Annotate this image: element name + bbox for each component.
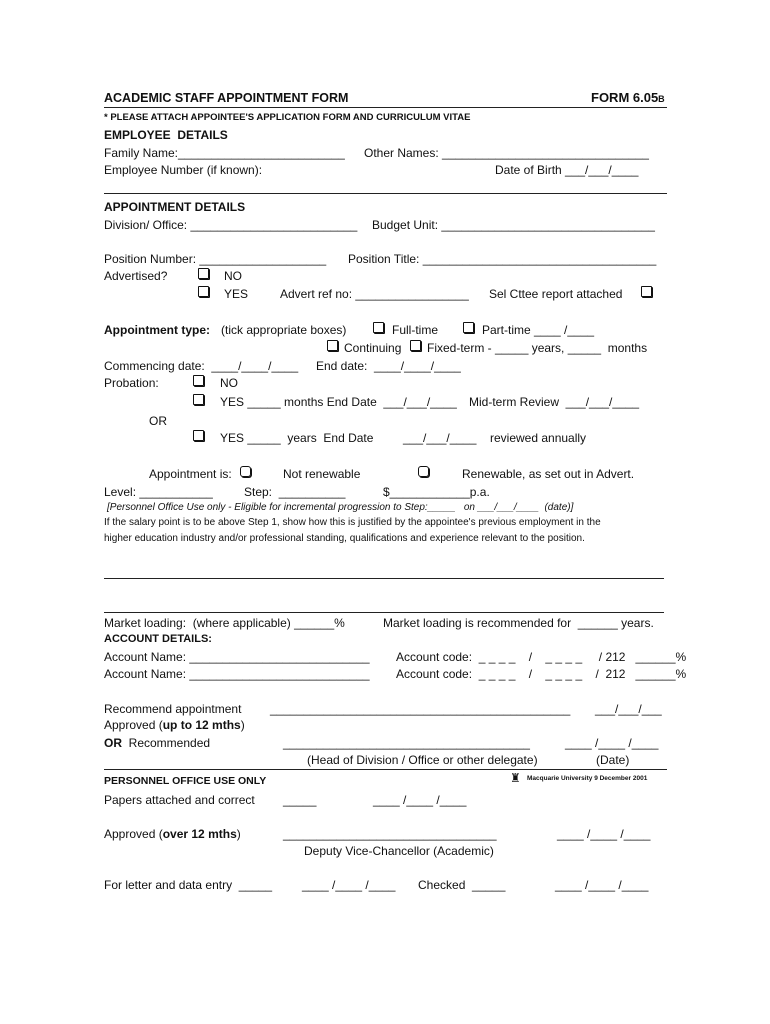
account-name-2-field[interactable]: Account Name: ___________________________ xyxy=(104,667,370,681)
justification-text-2: higher education industry and/or professional standing, qualifications and experience relevant to the position. xyxy=(104,533,585,544)
midterm-review-field[interactable]: Mid-term Review ___/___/____ xyxy=(469,395,640,409)
commencing-date-field[interactable]: Commencing date: ____/____/____ xyxy=(104,359,299,373)
not-renewable-checkbox[interactable] xyxy=(240,466,251,477)
recommend-date-field[interactable]: ___/___/___ xyxy=(595,702,662,716)
appointment-heading: APPOINTMENT DETAILS xyxy=(104,200,246,214)
head-date-field[interactable]: ____ /____ /____ xyxy=(565,736,659,750)
personnel-use-note: [Personnel Office Use only - Eligible for incremental progression to Step:_____ on ___/___/____ (date)] xyxy=(107,502,574,513)
family-name-field[interactable]: Family Name:_________________________ xyxy=(104,146,345,160)
sel-cttee-label: Sel Cttee report attached xyxy=(489,287,623,301)
probation-label: Probation: xyxy=(104,376,159,390)
advertised-no-checkbox[interactable] xyxy=(198,268,209,279)
or-label: OR xyxy=(149,414,167,428)
renewable-label: Renewable, as set out in Advert. xyxy=(462,467,635,481)
personnel-heading: PERSONNEL OFFICE USE ONLY xyxy=(104,775,267,787)
fixedterm-field[interactable]: Fixed-term - _____ years, _____ months xyxy=(427,341,648,355)
position-number-field[interactable]: Position Number: ___________________ xyxy=(104,252,327,266)
employee-number-field[interactable]: Employee Number (if known): xyxy=(104,163,263,177)
letter-data-entry-date[interactable]: ____ /____ /____ xyxy=(302,878,396,892)
head-signature-line[interactable]: _____________________________________ xyxy=(283,736,530,750)
appointment-type-label: Appointment type: xyxy=(104,323,210,337)
form-number: FORM 6.05b xyxy=(591,90,665,105)
papers-attached-date[interactable]: ____ /____ /____ xyxy=(373,793,467,807)
date-of-birth-field[interactable]: Date of Birth ___/___/____ xyxy=(495,163,639,177)
approved-over-12-label: Approved (over 12 mths) xyxy=(104,827,241,841)
divider xyxy=(104,193,667,194)
division-field[interactable]: Division/ Office: _________________________ xyxy=(104,218,358,232)
probation-yes-months-checkbox[interactable] xyxy=(193,394,204,405)
probation-months-field[interactable]: YES _____ months End Date ___/___/____ xyxy=(220,395,457,409)
account-code-2-field[interactable]: Account code: _ _ _ _ / _ _ _ _ / 212 ______% xyxy=(396,667,687,681)
account-code-1-field[interactable]: Account code: _ _ _ _ / _ _ _ _ / 212 ______% xyxy=(396,650,687,664)
probation-no-label: NO xyxy=(220,376,238,390)
sel-cttee-checkbox[interactable] xyxy=(641,286,652,297)
renewable-checkbox[interactable] xyxy=(418,466,429,477)
footer-note: Macquarie University 9 December 2001 xyxy=(527,775,648,782)
end-date-field[interactable]: End date: ____/____/____ xyxy=(316,359,461,373)
fulltime-label: Full-time xyxy=(392,323,439,337)
market-loading-years-field[interactable]: Market loading is recommended for ______ years. xyxy=(383,616,654,630)
continuing-checkbox[interactable] xyxy=(327,340,338,351)
probation-no-checkbox[interactable] xyxy=(193,375,204,386)
head-caption: (Head of Division / Office or other delegate) xyxy=(307,753,538,767)
dvc-signature-line[interactable]: ________________________________ xyxy=(283,827,497,841)
account-heading: ACCOUNT DETAILS: xyxy=(104,633,212,645)
approved-up-to-12-label: Approved (up to 12 mths) xyxy=(104,718,245,732)
appointment-type-hint: (tick appropriate boxes) xyxy=(221,323,347,337)
probation-yes-years-checkbox[interactable] xyxy=(193,430,204,441)
papers-attached-label: Papers attached and correct xyxy=(104,793,255,807)
letter-data-entry-field[interactable]: For letter and data entry _____ xyxy=(104,878,273,892)
reviewed-annually-label: reviewed annually xyxy=(490,431,587,445)
appointment-is-label: Appointment is: xyxy=(149,467,232,481)
salary-field[interactable]: $____________p.a. xyxy=(383,485,490,499)
budget-unit-field[interactable]: Budget Unit: ________________________________ xyxy=(372,218,655,232)
recommend-signature-line[interactable]: _____________________________________________ xyxy=(270,702,571,716)
not-renewable-label: Not renewable xyxy=(283,467,361,481)
justification-line-2[interactable] xyxy=(104,612,664,613)
other-names-field[interactable]: Other Names: _______________________________ xyxy=(364,146,649,160)
probation-years-field[interactable]: YES _____ years End Date xyxy=(220,431,374,445)
advertised-no-label: NO xyxy=(224,269,242,283)
dvc-caption: Deputy Vice-Chancellor (Academic) xyxy=(304,844,494,858)
parttime-field[interactable]: Part-time ____ /____ xyxy=(482,323,595,337)
dvc-date-field[interactable]: ____ /____ /____ xyxy=(557,827,651,841)
fulltime-checkbox[interactable] xyxy=(373,322,384,333)
date-caption: (Date) xyxy=(596,753,630,767)
checked-date[interactable]: ____ /____ /____ xyxy=(555,878,649,892)
papers-attached-field[interactable]: _____ xyxy=(283,793,317,807)
step-field[interactable]: Step: __________ xyxy=(244,485,346,499)
form-title: ACADEMIC STAFF APPOINTMENT FORM xyxy=(104,91,349,105)
continuing-label: Continuing xyxy=(344,341,402,355)
advertised-label: Advertised? xyxy=(104,269,168,283)
position-title-field[interactable]: Position Title: ___________________________________ xyxy=(348,252,657,266)
fixedterm-checkbox[interactable] xyxy=(410,340,421,351)
or-recommended-label: OR Recommended xyxy=(104,736,211,750)
advertised-yes-checkbox[interactable] xyxy=(198,286,209,297)
parttime-checkbox[interactable] xyxy=(463,322,474,333)
justification-line-1[interactable] xyxy=(104,578,664,579)
probation-years-end-date[interactable]: ___/___/____ xyxy=(403,431,477,445)
divider xyxy=(104,769,667,770)
advertised-yes-label: YES xyxy=(224,287,249,301)
justification-text-1: If the salary point is to be above Step 1, show how this is justified by the appointee's previous employment in the xyxy=(104,517,601,528)
recommend-appointment-label: Recommend appointment xyxy=(104,702,242,716)
university-crest-icon: ♜ xyxy=(510,771,521,785)
attach-note: * PLEASE ATTACH APPOINTEE'S APPLICATION FORM AND CURRICULUM VITAE xyxy=(104,112,471,123)
market-loading-field[interactable]: Market loading: (where applicable) ______% xyxy=(104,616,345,630)
level-field[interactable]: Level: ___________ xyxy=(104,485,213,499)
employee-heading: EMPLOYEE DETAILS xyxy=(104,128,228,142)
divider xyxy=(104,107,667,108)
checked-field[interactable]: Checked _____ xyxy=(418,878,506,892)
account-name-1-field[interactable]: Account Name: ___________________________ xyxy=(104,650,370,664)
advert-ref-field[interactable]: Advert ref no: _________________ xyxy=(280,287,469,301)
